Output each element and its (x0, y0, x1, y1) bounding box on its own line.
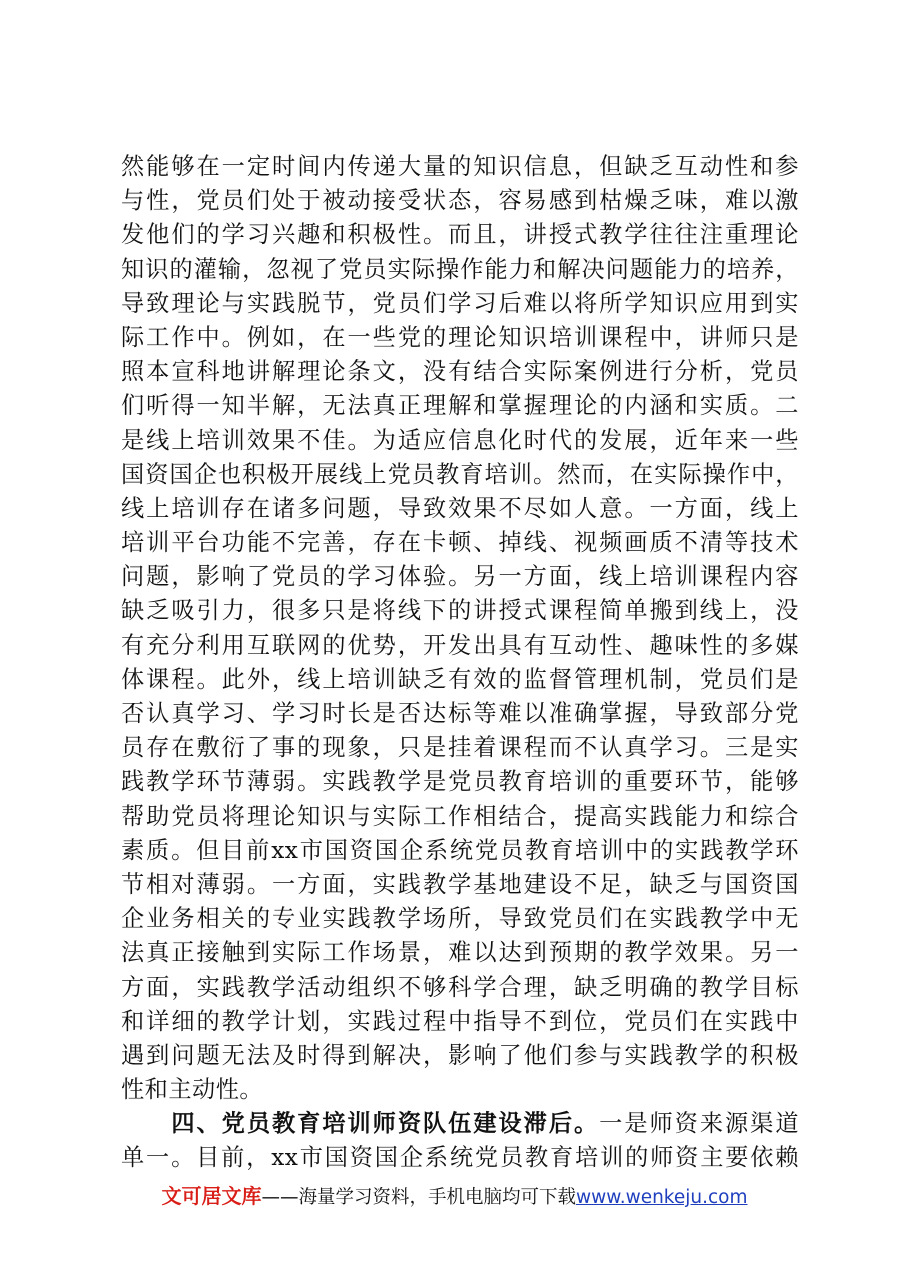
text-line-1: 然能够在一定时间内传递大量的知识信息，但缺乏互动性和参 (121, 153, 799, 180)
text-line-27: 遇到问题无法及时得到解决，影响了他们参与实践教学的积极 (121, 1041, 799, 1069)
heading-indent (121, 1110, 171, 1137)
text-line-25: 方面，实践教学活动组织不够科学合理，缺乏明确的教学目标 (121, 973, 799, 1001)
text-line-15: 有充分利用互联网的优势，开发出具有互动性、趣味性的多媒 (121, 631, 799, 659)
text-line-13: 问题，影响了党员的学习体验。另一方面，线上培训课程内容 (121, 563, 799, 591)
text-line-22: 节相对薄弱。一方面，实践教学基地建设不足，缺乏与国资国 (121, 870, 799, 898)
text-line-3: 发他们的学习兴趣和积极性。而且，讲授式教学往往注重理论 (121, 221, 799, 249)
section-heading-rest: 一是师资来源渠道 (599, 1110, 800, 1138)
body-text (121, 150, 799, 1176)
text-line-10: 国资国企也积极开展线上党员教育培训。然而，在实际操作中， (121, 460, 799, 488)
text-line-19: 践教学环节薄弱。实践教学是党员教育培训的重要环节，能够 (121, 768, 799, 796)
section-heading: 四、党员教育培训师资队伍建设滞后。 (171, 1110, 600, 1138)
text-line-24: 法真正接触到实际工作场景，难以达到预期的教学效果。另一 (121, 939, 799, 967)
footer-banner (0, 1181, 909, 1213)
text-line-17: 否认真学习、学习时长是否达标等难以准确掌握，导致部分党 (121, 700, 799, 727)
text-line-8: 们听得一知半解，无法真正理解和掌握理论的内涵和实质。二 (121, 392, 799, 420)
text-line-5: 导致理论与实践脱节，党员们学习后难以将所学知识应用到实 (121, 289, 799, 317)
text-line-6: 际工作中。例如，在一些党的理论知识培训课程中，讲师只是 (121, 323, 799, 351)
text-line-2: 与性，党员们处于被动接受状态，容易感到枯燥乏味，难以激 (121, 187, 799, 215)
text-line-12: 培训平台功能不完善，存在卡顿、掉线、视频画质不清等技术 (121, 529, 799, 557)
text-line-20: 帮助党员将理论知识与实际工作相结合，提高实践能力和综合 (121, 802, 799, 830)
text-line-9: 是线上培训效果不佳。为适应信息化时代的发展，近年来一些 (121, 426, 799, 454)
text-line-23: 企业务相关的专业实践教学场所，导致党员们在实践教学中无 (121, 905, 799, 933)
section-line-2: 单一。目前，xx市国资国企系统党员教育培训的师资主要依赖 (121, 1144, 799, 1172)
text-line-21: 素质。但目前xx市国资国企系统党员教育培训中的实践教学环 (121, 836, 799, 864)
footer-brand: 文可居文库 (161, 1184, 262, 1208)
text-line-7: 照本宣科地讲解理论条文，没有结合实际案例进行分析，党员 (121, 358, 799, 386)
section-heading-line (121, 1107, 799, 1141)
text-line-26: 和详细的教学计划，实践过程中指导不到位，党员们在实践中 (121, 1007, 799, 1035)
text-line-16: 体课程。此外，线上培训缺乏有效的监督管理机制，党员们是 (121, 665, 799, 693)
paragraph-last-line: 性和主动性。 (121, 1076, 264, 1104)
text-line-11: 线上培训存在诸多问题，导致效果不尽如人意。一方面，线上 (121, 494, 799, 522)
text-line-4: 知识的灌输，忽视了党员实际操作能力和解决问题能力的培养， (121, 255, 799, 283)
footer-link[interactable]: www.wenkeju.com (576, 1187, 748, 1208)
footer-tagline: ——海量学习资料，手机电脑均可下载 (261, 1187, 576, 1208)
text-line-18: 员存在敷衍了事的现象，只是挂着课程而不认真学习。三是实 (121, 734, 799, 762)
text-line-14: 缺乏吸引力，很多只是将线下的讲授式课程简单搬到线上，没 (121, 597, 799, 625)
